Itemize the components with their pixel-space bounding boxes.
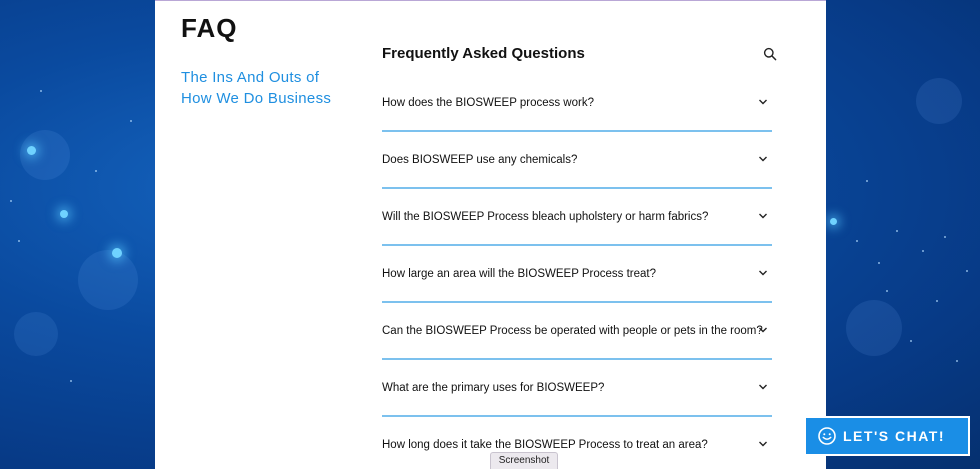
faq-panel [155, 0, 826, 469]
faq-item[interactable] [382, 246, 772, 303]
speck [936, 300, 938, 302]
faq-question: Does BIOSWEEP use any chemicals? [382, 154, 578, 166]
bokeh-light [78, 250, 138, 310]
light-particle [112, 248, 122, 258]
light-particle [60, 210, 68, 218]
speck [886, 290, 888, 292]
faq-question: How large an area will the BIOSWEEP Process treat? [382, 268, 656, 280]
speck [10, 200, 12, 202]
chevron-down-icon [758, 269, 768, 277]
faq-question: Will the BIOSWEEP Process bleach upholstery or harm fabrics? [382, 211, 709, 223]
speck [856, 240, 858, 242]
chevron-down-icon [758, 98, 768, 106]
chevron-down-icon [758, 440, 768, 448]
bokeh-light [916, 78, 962, 124]
bokeh-light [846, 300, 902, 356]
bokeh-light [14, 312, 58, 356]
speck [966, 270, 968, 272]
speck [878, 262, 880, 264]
faq-item[interactable] [382, 75, 772, 132]
faq-section-title: Frequently Asked Questions [382, 45, 585, 62]
speck [944, 236, 946, 238]
faq-item[interactable] [382, 132, 772, 189]
bokeh-light [20, 130, 70, 180]
speck [18, 240, 20, 242]
search-icon[interactable] [763, 47, 777, 61]
faq-question: How long does it take the BIOSWEEP Process to treat an area? [382, 439, 708, 451]
chevron-down-icon [758, 155, 768, 163]
speck [130, 120, 132, 122]
speck [70, 380, 72, 382]
faq-list [382, 75, 772, 469]
speck [910, 340, 912, 342]
lets-chat-button[interactable] [804, 416, 970, 456]
chevron-down-icon [758, 383, 768, 391]
faq-item[interactable] [382, 360, 772, 417]
speck [896, 230, 898, 232]
chat-button-label: LET'S CHAT! [843, 428, 946, 444]
screenshot-tooltip: Screenshot [490, 452, 558, 469]
background-right-decoration [826, 0, 980, 469]
speck [922, 250, 924, 252]
faq-item[interactable] [382, 417, 772, 469]
faq-item[interactable] [382, 303, 772, 360]
light-particle [830, 218, 837, 225]
page-title: FAQ [181, 13, 238, 43]
chevron-down-icon [758, 212, 768, 220]
speck [866, 180, 868, 182]
chevron-down-icon [758, 326, 768, 334]
faq-item[interactable] [382, 189, 772, 246]
speck [956, 360, 958, 362]
faq-question: How does the BIOSWEEP process work? [382, 97, 594, 109]
speck [40, 90, 42, 92]
smiley-chat-icon [818, 427, 836, 445]
speck [95, 170, 97, 172]
faq-question: What are the primary uses for BIOSWEEP? [382, 382, 605, 394]
background-left-decoration [0, 0, 155, 469]
page-tagline: The Ins And Outs of How We Do Business [181, 69, 332, 107]
faq-question: Can the BIOSWEEP Process be operated with people or pets in the room? [382, 325, 763, 337]
light-particle [27, 146, 36, 155]
